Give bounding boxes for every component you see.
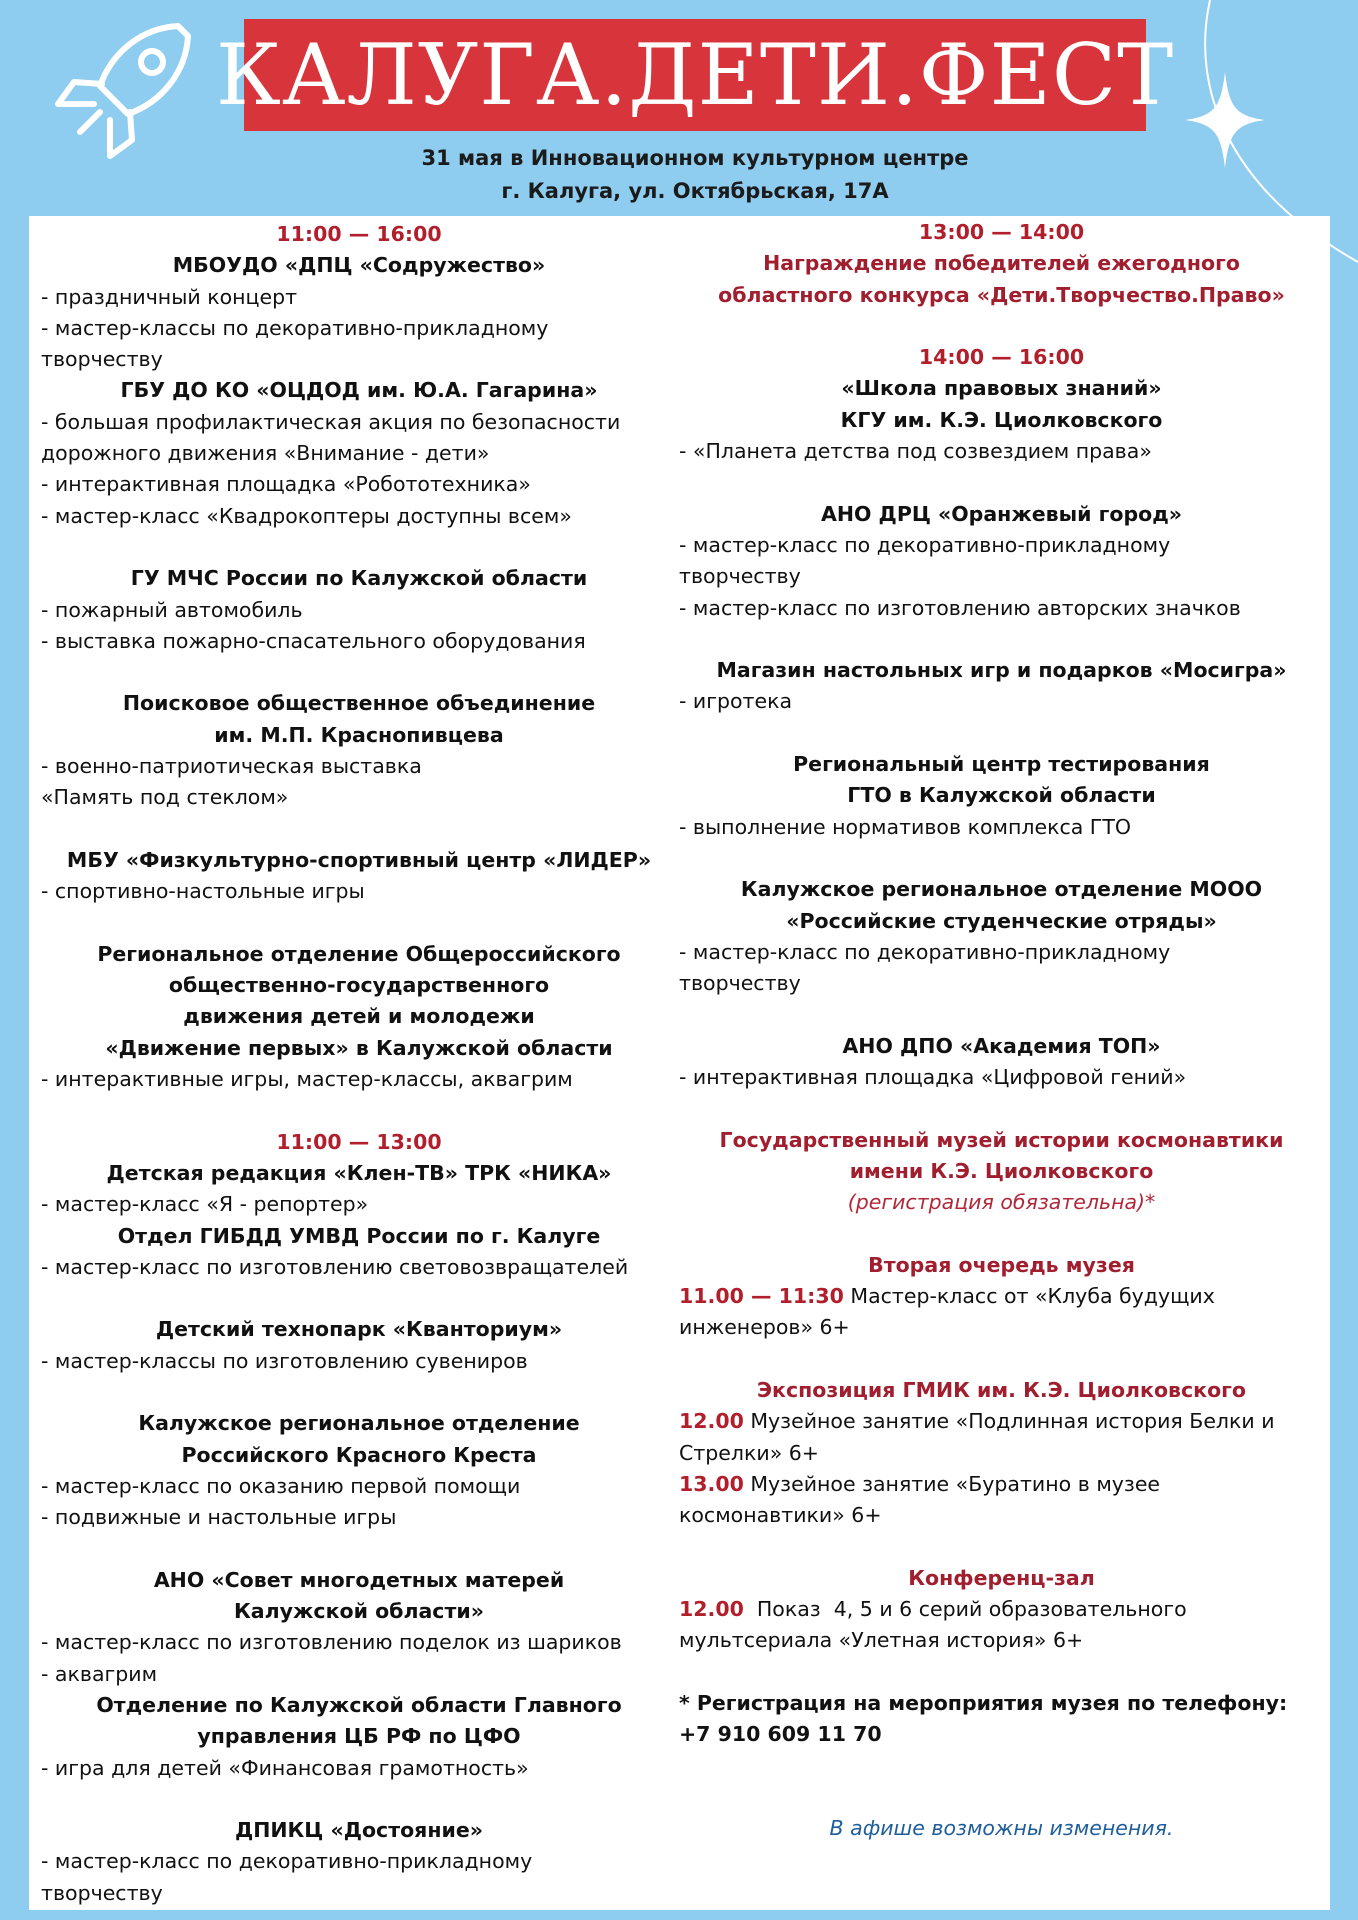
activity-item: - интерактивная площадка «Цифровой гений» xyxy=(679,1065,1187,1090)
program-left-column xyxy=(41,216,677,1909)
activity-text: мультсериала «Улетная история» 6+ xyxy=(679,1628,1084,1653)
changes-disclaimer: В афише возможны изменения. xyxy=(829,1816,1174,1841)
activity-text: Музейное занятие «Буратино в музее xyxy=(743,1471,1161,1496)
museum-activity xyxy=(679,1594,1324,1625)
activity-item: - игротека xyxy=(679,689,793,714)
activity-item: - мастер-класс по изготовлению авторских значков xyxy=(679,595,1241,620)
museum-activity xyxy=(679,1281,1324,1312)
activity-item: - интерактивная площадка «Робототехника» xyxy=(41,472,531,497)
award-title: областного конкурса «Дети.Творчество.Право» xyxy=(718,282,1285,307)
registration-phone-label: * Регистрация на мероприятия музея по телефону: xyxy=(679,1690,1288,1715)
org-title: Детская редакция «Клен-ТВ» ТРК «НИКА» xyxy=(106,1160,612,1185)
registration-phone-number: +7 910 609 11 70 xyxy=(679,1722,882,1747)
org-title: «Школа правовых знаний» xyxy=(841,376,1162,401)
activity-item: - спортивно-настольные игры xyxy=(41,879,365,904)
program-panel xyxy=(29,216,1330,1910)
activity-time: 11.00 — 11:30 xyxy=(679,1284,844,1309)
org-title: Российского Красного Креста xyxy=(181,1442,537,1467)
museum-activity xyxy=(679,1406,1324,1437)
event-address-line: г. Калуга, ул. Октябрьская, 17А xyxy=(501,179,889,203)
activity-item: - выполнение нормативов комплекса ГТО xyxy=(679,814,1131,839)
time-slot: 13:00 — 14:00 xyxy=(918,220,1085,244)
rocket-icon xyxy=(50,12,200,162)
activity-item: - мастер-класс «Квадрокоптеры доступны всем» xyxy=(41,503,572,528)
activity-item: - мастер-класс по декоративно-прикладному xyxy=(41,1849,533,1874)
activity-text: космонавтики» 6+ xyxy=(679,1503,882,1528)
activity-text: Мастер-класс от «Клуба будущих xyxy=(843,1284,1215,1309)
activity-time: 13.00 xyxy=(679,1471,744,1496)
activity-item: творчеству xyxy=(679,971,801,996)
event-date-line: 31 мая в Инновационном культурном центре xyxy=(421,146,969,170)
activity-item: творчеству xyxy=(41,347,163,372)
activity-item: - мастер-класс по изготовлению световозвращателей xyxy=(41,1254,629,1279)
org-title: ГТО в Калужской области xyxy=(847,783,1156,808)
activity-item: - мастер-класс «Я - репортер» xyxy=(41,1192,369,1217)
org-title: Поисковое общественное объединение xyxy=(122,691,596,716)
org-title: Детский технопарк «Кванториум» xyxy=(155,1317,563,1342)
sparkle-star-icon xyxy=(1185,72,1265,168)
activity-item: - мастер-класс по изготовлению поделок из шариков xyxy=(41,1630,622,1655)
org-title: общественно-государственного xyxy=(168,973,550,998)
org-title: АНО «Совет многодетных матерей xyxy=(153,1567,565,1592)
org-title: МБОУДО «ДПЦ «Содружество» xyxy=(172,253,546,278)
activity-item: творчеству xyxy=(41,1880,163,1905)
activity-item: - аквагрим xyxy=(41,1661,158,1686)
org-title: Магазин настольных игр и подарков «Мосигра» xyxy=(716,658,1287,683)
org-title: Калужское региональное отделение xyxy=(138,1411,580,1436)
org-title: управления ЦБ РФ по ЦФО xyxy=(197,1724,521,1749)
activity-text: Музейное занятие «Подлинная история Белки и xyxy=(743,1409,1275,1434)
activity-item: - пожарный автомобиль xyxy=(41,597,303,622)
org-title: ДПИКЦ «Достояние» xyxy=(234,1818,484,1843)
activity-item: - мастер-класс по декоративно-прикладному xyxy=(679,532,1171,557)
activity-item: - «Планета детства под созвездием права» xyxy=(679,439,1152,464)
activity-text: Стрелки» 6+ xyxy=(679,1440,819,1465)
activity-item: - мастер-класс по оказанию первой помощи xyxy=(41,1473,521,1498)
org-title: ГУ МЧС России по Калужской области xyxy=(130,566,588,591)
activity-text: инженеров» 6+ xyxy=(679,1315,850,1340)
award-title: Награждение победителей ежегодного xyxy=(763,251,1240,276)
activity-item: «Память под стеклом» xyxy=(41,785,289,810)
museum-activity xyxy=(679,1469,1324,1500)
registration-note: (регистрация обязательна)* xyxy=(847,1190,1156,1215)
org-title: Отдел ГИБДД УМВД России по г. Калуге xyxy=(117,1223,601,1248)
festival-title-banner xyxy=(215,19,1175,131)
time-slot: 11:00 — 13:00 xyxy=(276,1129,442,1154)
activity-item: - военно-патриотическая выставка xyxy=(41,754,422,779)
org-title: АНО ДПО «Академия ТОП» xyxy=(842,1033,1161,1058)
museum-title: имени К.Э. Циолковского xyxy=(849,1158,1154,1183)
venue-title: Экспозиция ГМИК им. К.Э. Циолковского xyxy=(757,1377,1246,1402)
time-slot: 11:00 — 16:00 xyxy=(276,222,442,246)
org-title: Отделение по Калужской области Главного xyxy=(96,1692,622,1717)
org-title: движения детей и молодежи xyxy=(183,1004,535,1029)
activity-time: 12.00 xyxy=(679,1409,744,1434)
activity-item: - подвижные и настольные игры xyxy=(41,1505,397,1530)
org-title: МБУ «Физкультурно-спортивный центр «ЛИДЕР» xyxy=(66,847,652,872)
activity-item: - мастер-классы по декоративно-прикладному xyxy=(41,315,549,340)
org-title: Региональное отделение Общероссийского xyxy=(97,941,621,966)
org-title: КГУ им. К.Э. Циолковского xyxy=(840,407,1163,432)
activity-item: - игра для детей «Финансовая грамотность» xyxy=(41,1755,529,1780)
time-slot: 14:00 — 16:00 xyxy=(918,345,1085,370)
event-subheading xyxy=(244,142,1146,208)
activity-item: - мастер-класс по декоративно-прикладному xyxy=(679,939,1171,964)
venue-title: Вторая очередь музея xyxy=(868,1252,1135,1277)
activity-item: творчеству xyxy=(679,564,801,589)
activity-item: - мастер-классы по изготовлению сувениров xyxy=(41,1348,528,1373)
program-right-column xyxy=(679,216,1324,1844)
activity-item: дорожного движения «Внимание - дети» xyxy=(41,441,490,466)
activity-item: - интерактивные игры, мастер-классы, аквагрим xyxy=(41,1067,573,1092)
org-title: Региональный центр тестирования xyxy=(793,752,1210,777)
org-title: «Российские студенческие отряды» xyxy=(786,908,1217,933)
org-title: ГБУ ДО КО «ОЦДОД им. Ю.А. Гагарина» xyxy=(120,378,598,403)
activity-item: - большая профилактическая акция по безопасности xyxy=(41,409,621,434)
org-title: «Движение первых» в Калужской области xyxy=(105,1035,613,1060)
museum-title: Государственный музей истории космонавтики xyxy=(719,1127,1284,1152)
venue-title: Конференц-зал xyxy=(908,1565,1095,1590)
activity-item: - выставка пожарно-спасательного оборудования xyxy=(41,628,586,653)
org-title: им. М.П. Краснопивцева xyxy=(214,722,504,747)
org-title: АНО ДРЦ «Оранжевый город» xyxy=(820,501,1183,526)
org-title: Калужское региональное отделение МООО xyxy=(740,877,1263,902)
activity-item: - праздничный концерт xyxy=(41,284,298,309)
activity-time: 12.00 xyxy=(679,1597,744,1622)
activity-text: Показ 4, 5 и 6 серий образовательного xyxy=(743,1597,1187,1622)
festival-title: КАЛУГА.ДЕТИ.ФЕСТ xyxy=(215,26,1175,124)
org-title: Калужской области» xyxy=(234,1599,484,1624)
